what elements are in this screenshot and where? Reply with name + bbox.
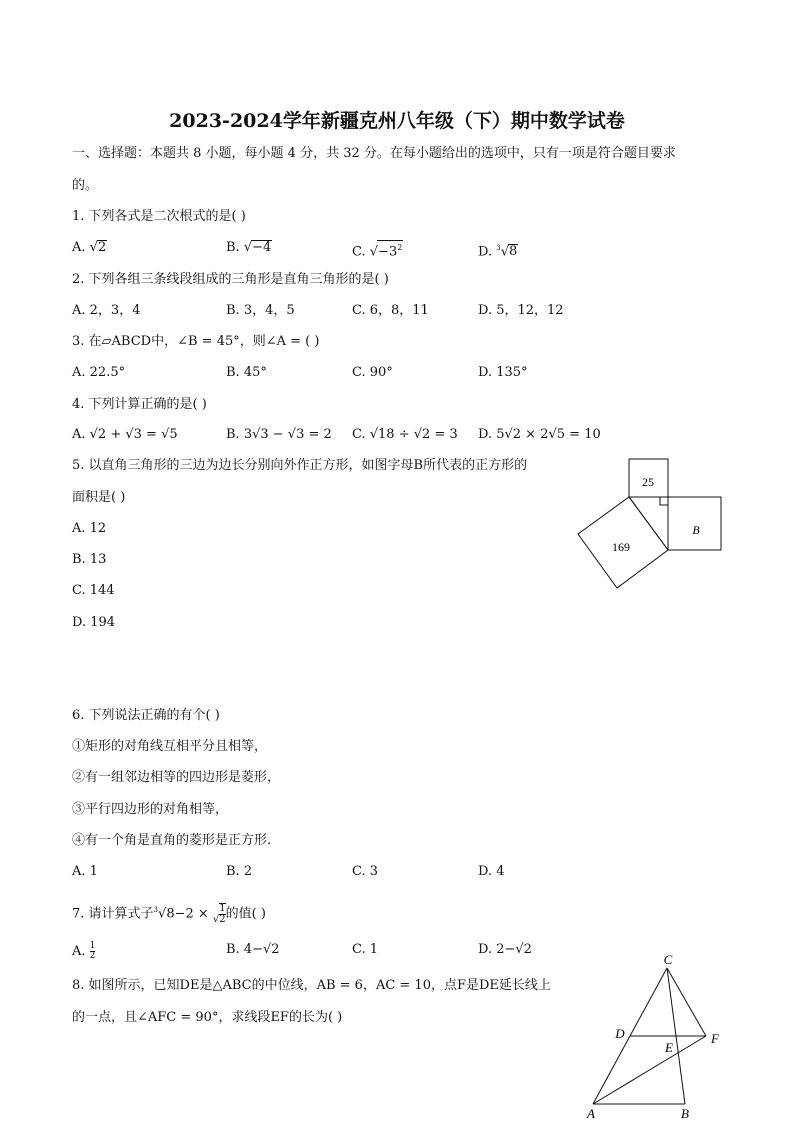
right-angle-mark	[660, 497, 668, 505]
q7-option-a[interactable]: A. $\frac{1}{2}$	[72, 941, 96, 961]
q2-option-c[interactable]: C. 6，8，11	[352, 303, 429, 318]
q6-statement-4: ④有一个角是直角的菱形是正方形.	[72, 833, 272, 848]
q6-option-b[interactable]: B. 2	[226, 864, 253, 879]
point-b-label: B	[681, 1106, 689, 1121]
point-c-label: C	[663, 952, 673, 967]
q1-option-b[interactable]: B. √−4	[226, 240, 272, 255]
q7-option-b[interactable]: B. 4−√2	[226, 942, 280, 957]
q5-squares-figure	[570, 450, 730, 595]
q3-stem: 3. 在▱ABCD中，∠B = 45°，则∠A = ( )	[72, 334, 320, 349]
point-a-label: A	[587, 1106, 595, 1121]
q1-stem: 1. 下列各式是二次根式的是( )	[72, 209, 246, 224]
q4-option-d[interactable]: D. 5√2 × 2√5 = 10	[478, 427, 601, 442]
q2-option-a[interactable]: A. 2，3，4	[72, 303, 141, 318]
q6-option-d[interactable]: D. 4	[478, 864, 505, 879]
q8-stem-cont: 的一点，且∠AFC = 90°，求线段EF的长为( )	[72, 1010, 343, 1025]
q6-stem: 6. 下列说法正确的有个( )	[72, 708, 220, 723]
q5-option-c[interactable]: C. 144	[72, 583, 115, 598]
small-square-label: 25	[642, 475, 654, 489]
q4-option-c[interactable]: C. √18 ÷ √2 = 3	[352, 427, 458, 442]
q7-option-c[interactable]: C. 1	[352, 942, 379, 957]
q2-option-d[interactable]: D. 5，12，12	[478, 303, 564, 318]
q6-statement-3: ③平行四边形的对角相等，	[72, 802, 229, 817]
q8-stem: 8. 如图所示，已知DE是△ABC的中位线，AB = 6，AC = 10，点F是DE延长线上	[72, 978, 551, 993]
b-square-label: B	[692, 523, 700, 537]
q4-option-a[interactable]: A. √2 + √3 = √5	[72, 427, 178, 442]
q5-stem-cont: 面积是( )	[72, 490, 126, 505]
q2-option-b[interactable]: B. 3，4，5	[226, 303, 295, 318]
point-e-label: E	[665, 1040, 673, 1055]
q8-triangle-figure	[580, 950, 730, 1122]
q4-stem: 4. 下列计算正确的是( )	[72, 397, 207, 412]
point-d-label: D	[615, 1026, 625, 1041]
q6-option-a[interactable]: A. 1	[72, 864, 98, 879]
q3-option-c[interactable]: C. 90°	[352, 365, 393, 380]
section-heading: 一、选择题：本题共 8 小题，每小题 4 分，共 32 分。在每小题给出的选项中，只有一项是符合题目要求	[72, 146, 676, 161]
page-title: 2023-2024学年新疆克州八年级（下）期中数学试卷	[169, 110, 625, 132]
q5-option-b[interactable]: B. 13	[72, 552, 107, 567]
q4-option-b[interactable]: B. 3√3 − √3 = 2	[226, 427, 332, 442]
q1-option-d[interactable]: D. $^3$√8	[478, 244, 518, 260]
q3-option-a[interactable]: A. 22.5°	[72, 365, 126, 380]
q5-option-a[interactable]: A. 12	[72, 521, 107, 536]
point-f-label: F	[711, 1031, 719, 1046]
q3-option-b[interactable]: B. 45°	[226, 365, 267, 380]
q3-option-d[interactable]: D. 135°	[478, 365, 528, 380]
q2-stem: 2. 下列各组三条线段组成的三角形是直角三角形的是( )	[72, 272, 389, 287]
q1-option-c[interactable]: C. $√-3^2$	[352, 240, 403, 260]
q6-statement-1: ①矩形的对角线互相平分且相等，	[72, 739, 268, 754]
q7-stem: 7. 请计算式子$^3$√8−2 × √ $\frac{1}{2}$ 的值( )	[72, 902, 266, 925]
segment-af	[593, 1036, 706, 1104]
segment-cf	[667, 968, 706, 1036]
q5-stem: 5. 以直角三角形的三边为边长分别向外作正方形，如图字母B所代表的正方形的	[72, 458, 528, 473]
q6-option-c[interactable]: C. 3	[352, 864, 379, 879]
q5-option-d[interactable]: D. 194	[72, 615, 116, 630]
q7-option-d[interactable]: D. 2−√2	[478, 942, 532, 957]
q6-statement-2: ②有一组邻边相等的四边形是菱形，	[72, 770, 281, 785]
q1-option-a[interactable]: A. √2	[72, 240, 107, 255]
section-heading-cont: 的。	[72, 178, 99, 193]
large-square-label: 169	[612, 540, 630, 554]
